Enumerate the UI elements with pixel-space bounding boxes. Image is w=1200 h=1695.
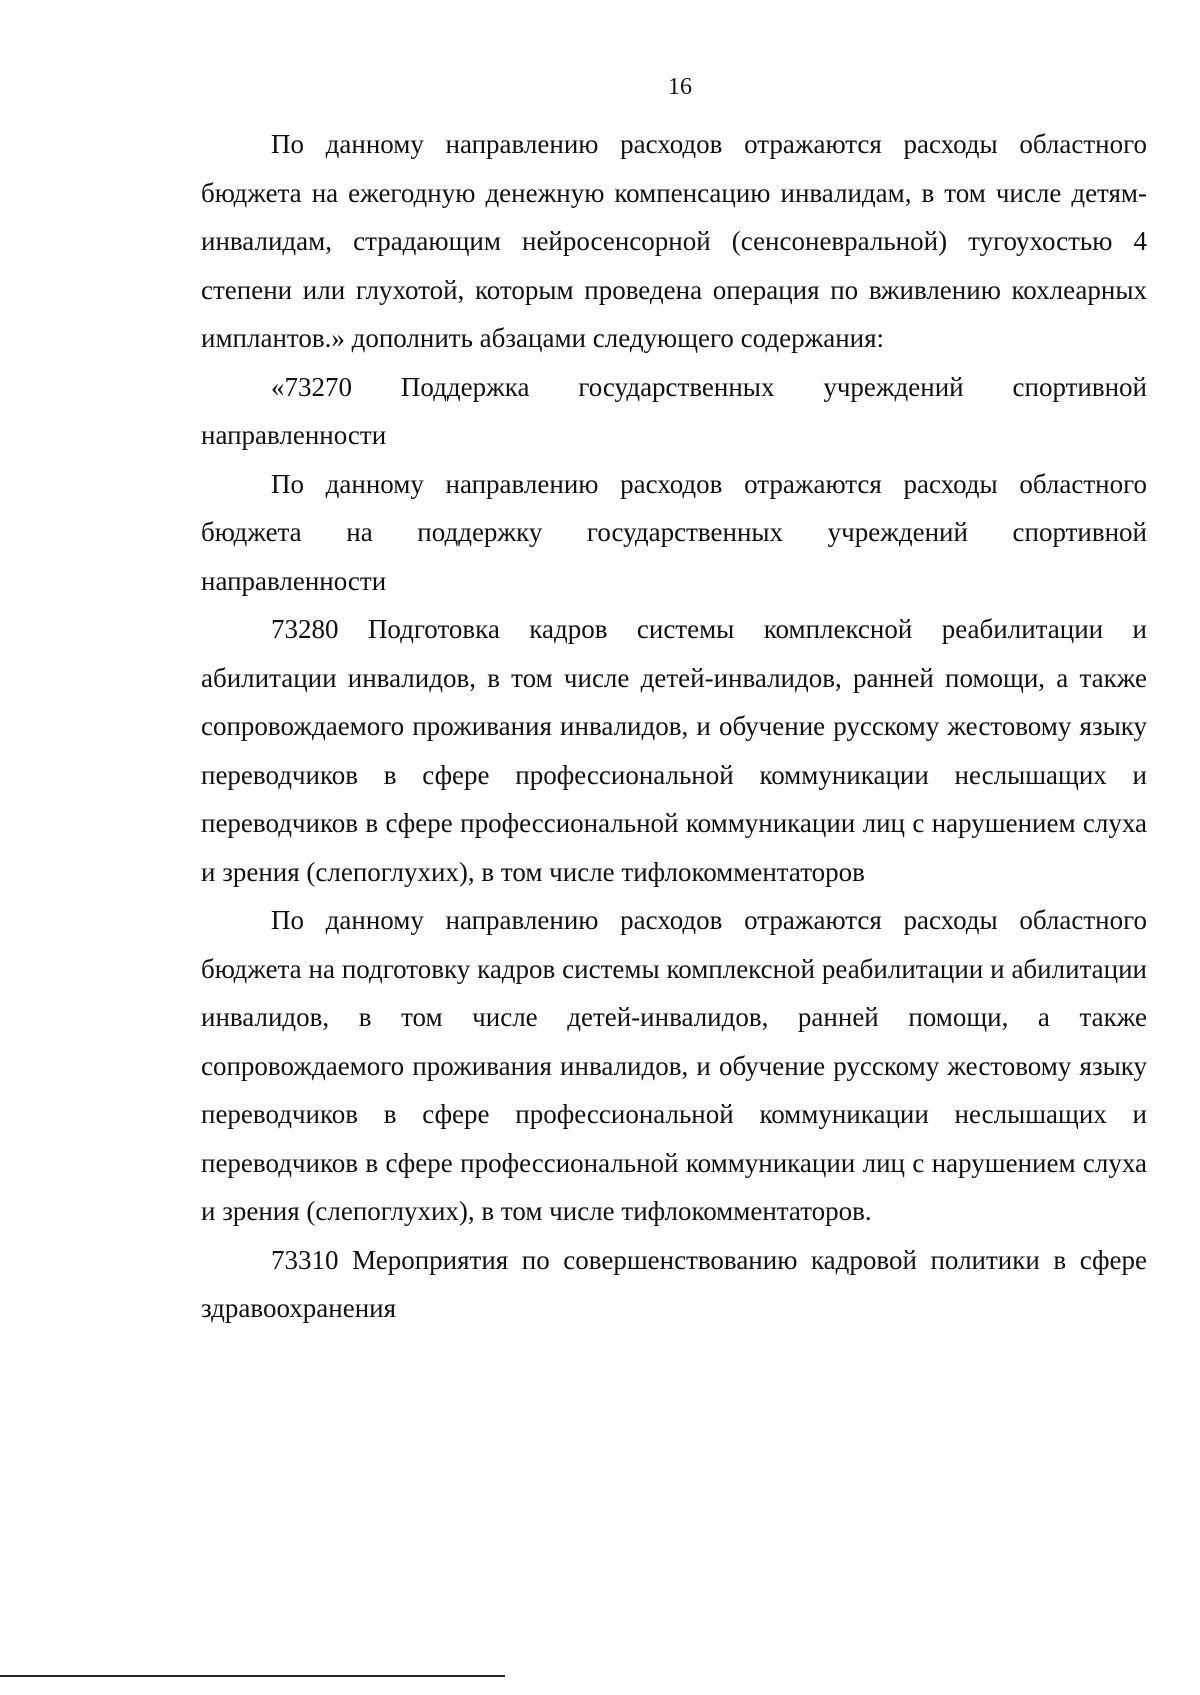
- paragraph-code-73310: 73310 Мероприятия по совершенствованию кадровой политики в сфере здравоохранения: [201, 1244, 1147, 1323]
- footer-rule: [0, 1675, 505, 1677]
- paragraph-expense-description-intro: По данному направлению расходов отражаются расходы областного бюджета на ежегодную денежную компенсацию инвалидам, в том числе детям-инвалидам, страдающим нейросенсорной (сенсоневральной) тугоухостью 4 степени или глухотой, которым проведена операция по вживлению кохлеарных имплантов.» дополнить абзацами следующего содержания:: [201, 129, 1147, 353]
- page-number: 16: [668, 74, 692, 100]
- document-body: [201, 120, 1147, 1333]
- paragraph-code-73270: «73270 Поддержка государственных учреждений спортивной направленности: [201, 371, 1147, 450]
- paragraph-code-73280: 73280 Подготовка кадров системы комплексной реабилитации и абилитации инвалидов, в том числе детей-инвалидов, ранней помощи, а также сопровождаемого проживания инвалидов, и обучение русскому жестовому языку переводчиков в сфере профессиональной коммуникации неслышащих и переводчиков в сфере профессиональной коммуникации лиц с нарушением слуха и зрения (слепоглухих), в том числе тифлокомментаторов: [201, 614, 1147, 887]
- paragraph-73280-description: По данному направлению расходов отражаются расходы областного бюджета на подготовку кадров системы комплексной реабилитации и абилитации инвалидов, в том числе детей-инвалидов, ранней помощи, а также сопровождаемого проживания инвалидов, и обучение русскому жестовому языку переводчиков в сфере профессиональной коммуникации неслышащих и переводчиков в сфере профессиональной коммуникации лиц с нарушением слуха и зрения (слепоглухих), в том числе тифлокомментаторов.: [201, 905, 1147, 1226]
- paragraph-73270-description: По данному направлению расходов отражаются расходы областного бюджета на поддержку государственных учреждений спортивной направленности: [201, 468, 1147, 596]
